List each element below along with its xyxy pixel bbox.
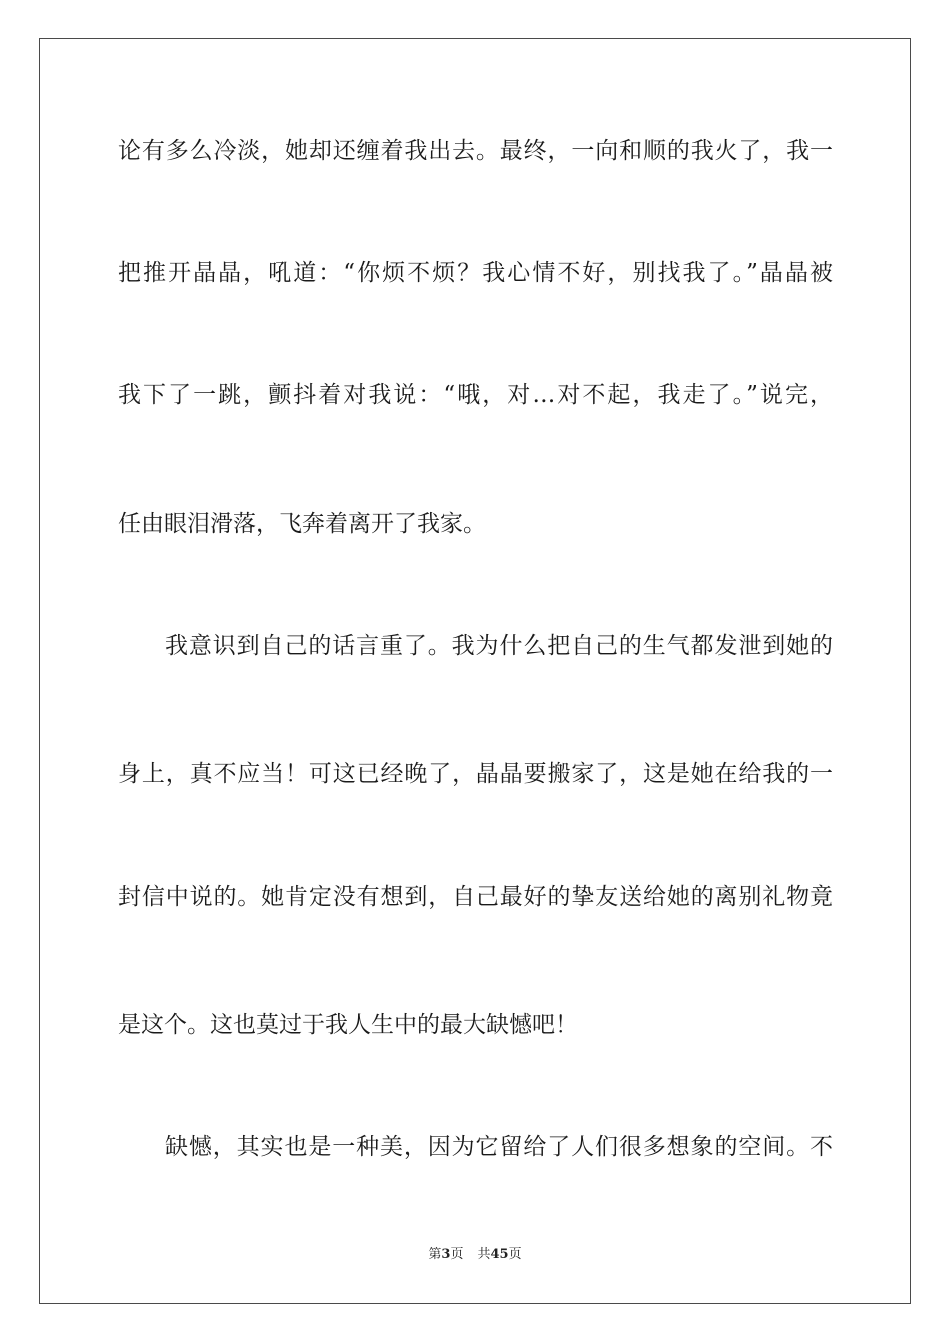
body-text-line: 把推开晶晶，吼道：“你烦不烦？我心情不好，别找我了。”晶晶被 xyxy=(118,260,833,286)
body-text-line: 是这个。这也莫过于我人生中的最大缺憾吧！ xyxy=(118,1012,578,1038)
page-border xyxy=(39,38,911,1304)
total-label-prefix: 共 xyxy=(477,1247,491,1262)
paragraph-first-line: 缺憾，其实也是一种美，因为它留给了人们很多想象的空间。不 xyxy=(165,1134,833,1160)
page-label-prefix: 第 xyxy=(428,1247,442,1262)
page-label-suffix: 页 xyxy=(450,1247,464,1262)
body-text-line: 身上，真不应当！可这已经晚了，晶晶要搬家了，这是她在给我的一 xyxy=(118,761,833,787)
body-text-line: 我下了一跳，颤抖着对我说：“哦，对…对不起，我走了。”说完， xyxy=(118,382,833,408)
paragraph-first-line: 我意识到自己的话言重了。我为什么把自己的生气都发泄到她的 xyxy=(165,633,833,659)
body-text-line: 论有多么冷淡，她却还缠着我出去。最终，一向和顺的我火了，我一 xyxy=(118,138,833,164)
page-footer xyxy=(0,1246,950,1264)
body-text-line: 任由眼泪滑落，飞奔着离开了我家。 xyxy=(118,511,486,537)
total-pages: 45 xyxy=(490,1247,509,1262)
page-number: 3 xyxy=(441,1247,451,1262)
body-text-line: 封信中说的。她肯定没有想到，自己最好的挚友送给她的离别礼物竟 xyxy=(118,884,833,910)
total-label-suffix: 页 xyxy=(508,1247,522,1262)
